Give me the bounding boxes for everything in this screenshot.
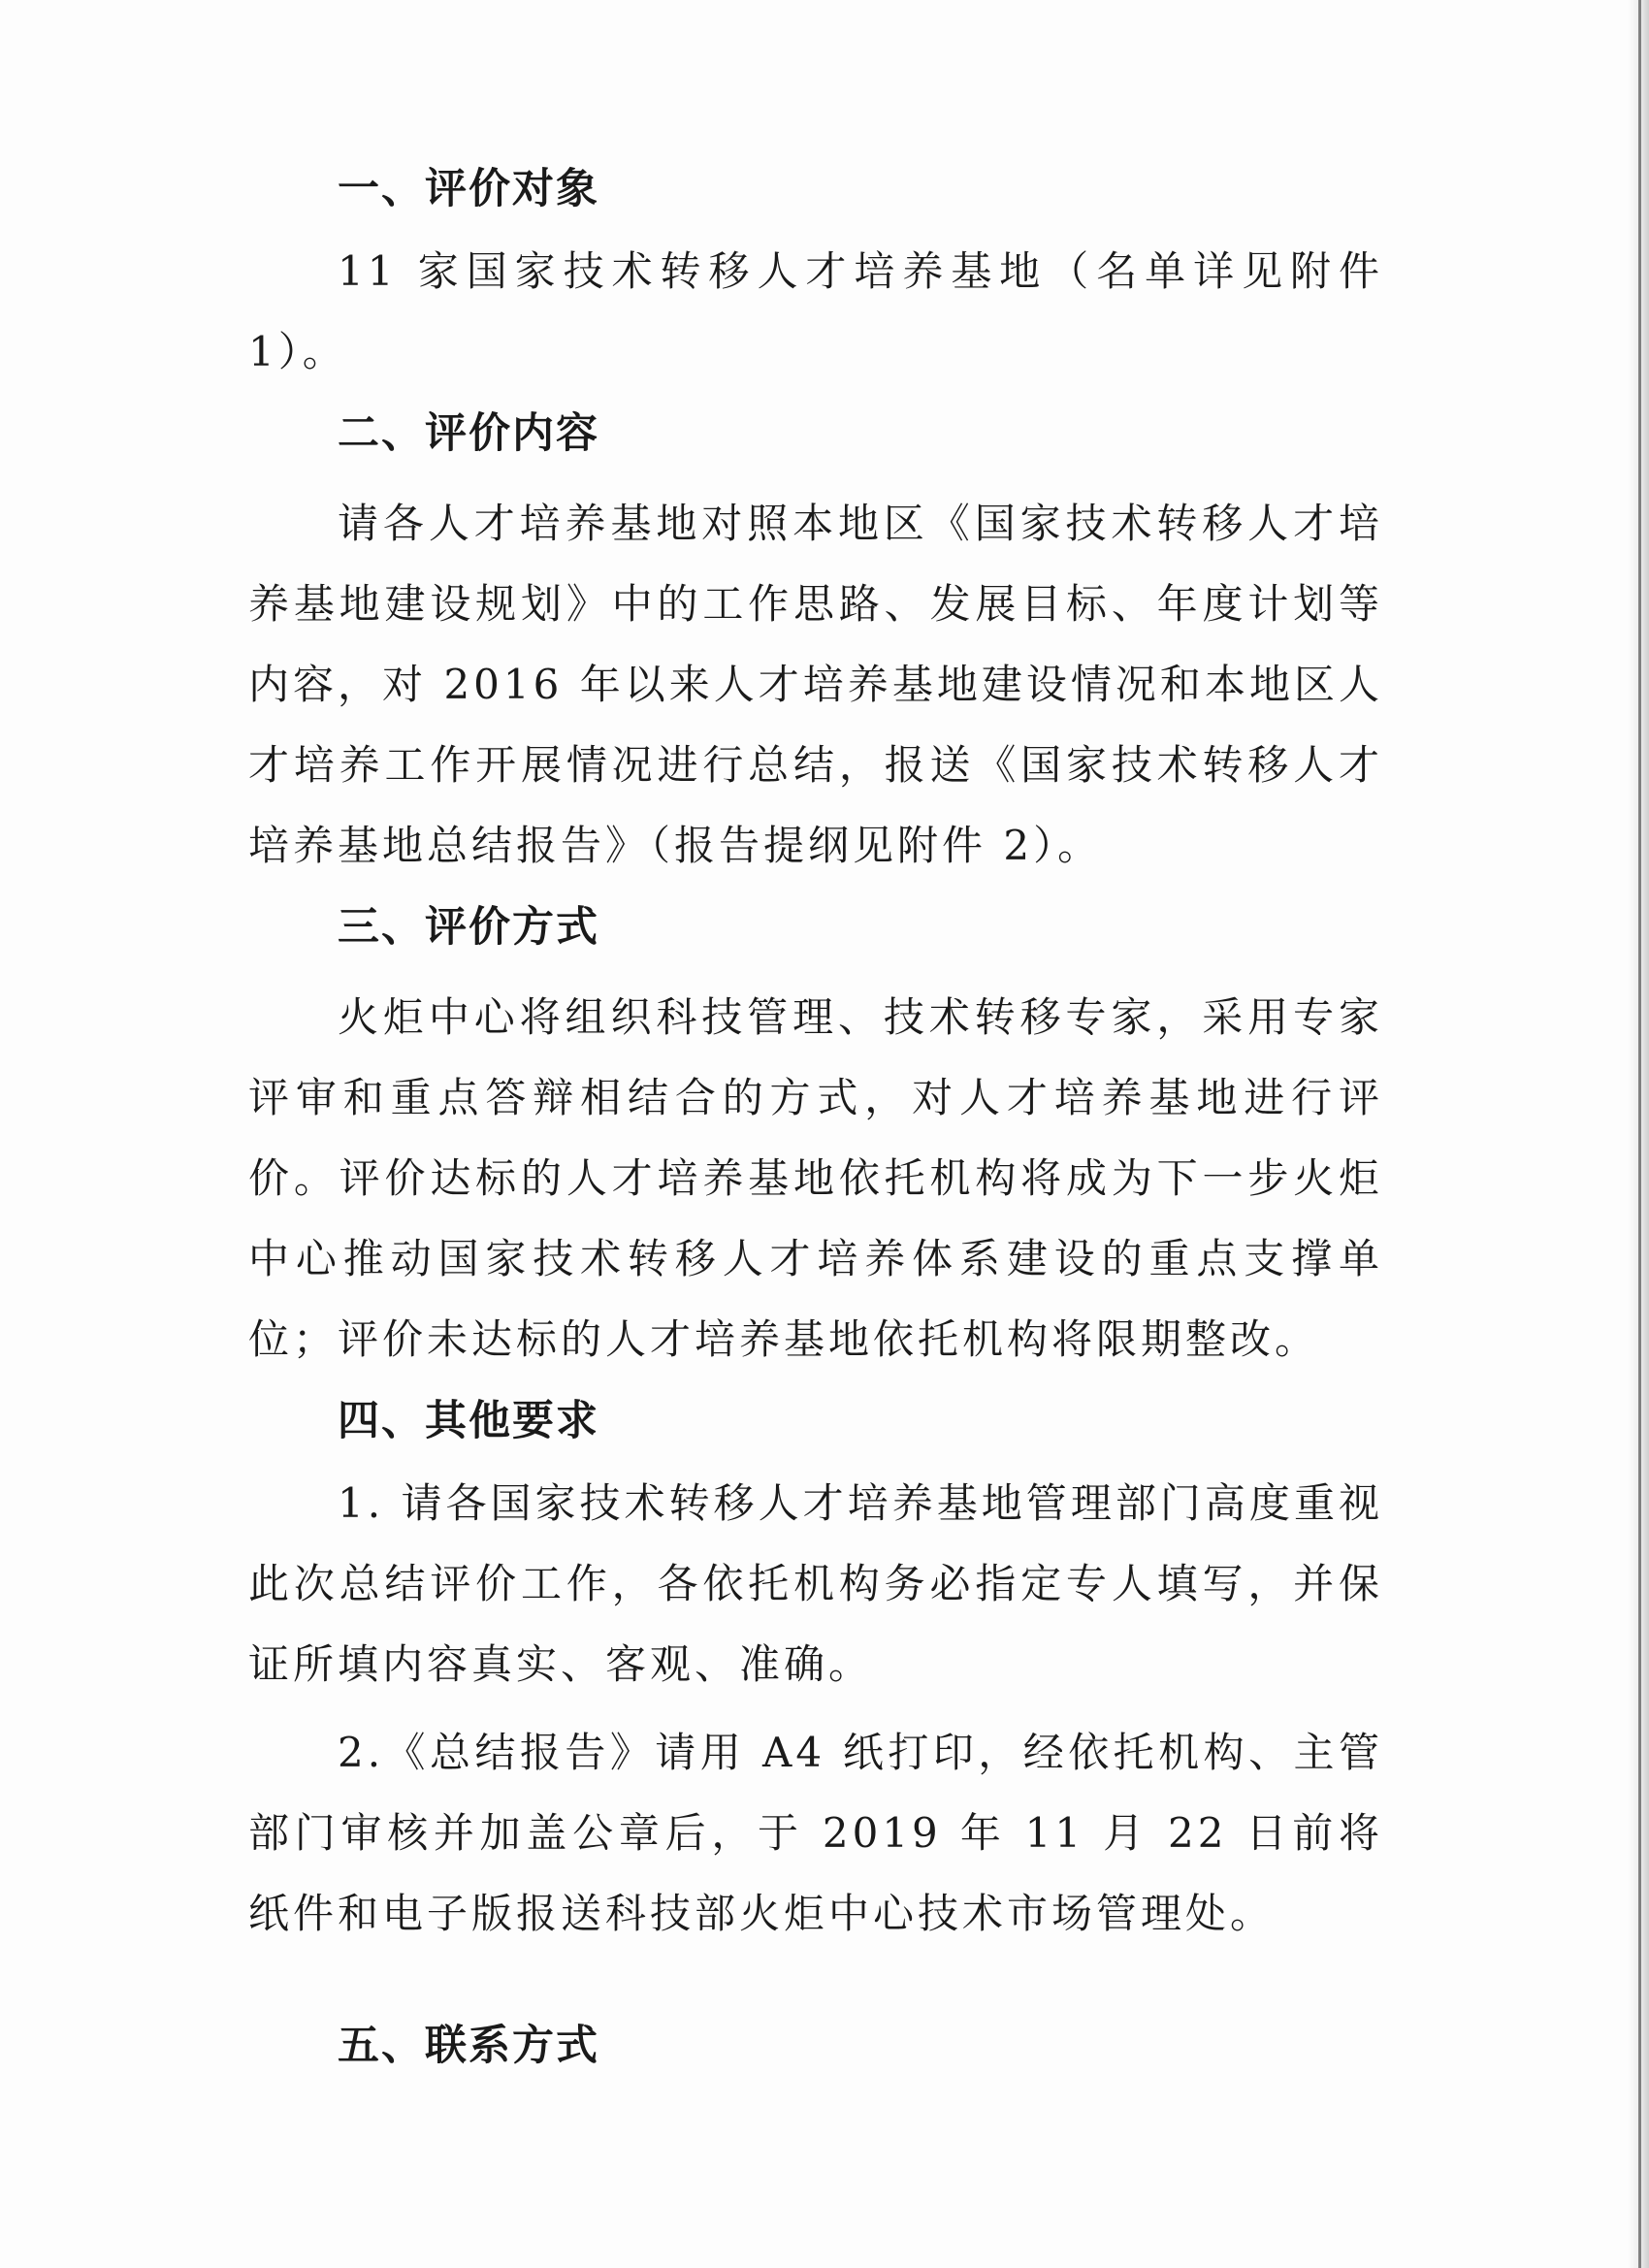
section-heading-contact: 五、联系方式 — [338, 2022, 599, 2070]
scan-edge-line — [1638, 0, 1641, 2268]
document-body — [248, 155, 1383, 2080]
section-heading-evaluation-content: 二、评价内容 — [338, 409, 599, 458]
paragraph-evaluation-method: 火炬中心将组织科技管理、技术转移专家，采用专家评审和重点答辩相结合的方式，对人才培养基地进行评价。评价达标的人才培养基地依托机构将成为下一步火炬中心推动国家技术转移人才培养体系建设的重点支撑单位；评价未达标的人才培养基地依托机构将限期整改。 — [248, 993, 1383, 1363]
section-heading-evaluation-target: 一、评价对象 — [338, 165, 599, 213]
paragraph-requirement-2: 2.《总结报告》请用 A4 纸打印，经依托机构、主管部门审核并加盖公章后，于 2019 年 11 月 22 日前将纸件和电子版报送科技部火炬中心技术市场管理处。 — [248, 1729, 1383, 1937]
section-heading-evaluation-method: 三、评价方式 — [338, 903, 599, 952]
paragraph-requirement-1: 1. 请各国家技术转移人才培养基地管理部门高度重视此次总结评价工作，各依托机构务必指定专人填写，并保证所填内容真实、客观、准确。 — [248, 1479, 1383, 1688]
section-heading-other-requirements: 四、其他要求 — [338, 1397, 599, 1445]
paragraph-evaluation-target: 11 家国家技术转移人才培养基地（名单详见附件 1）。 — [248, 247, 1383, 375]
paragraph-evaluation-content: 请各人才培养基地对照本地区《国家技术转移人才培养基地建设规划》中的工作思路、发展目标、年度计划等内容，对 2016 年以来人才培养基地建设情况和本地区人才培养工作开展情况进行总结，报送《国家技术转移人才培养基地总结报告》（报告提纲见附件 2）。 — [248, 500, 1383, 869]
